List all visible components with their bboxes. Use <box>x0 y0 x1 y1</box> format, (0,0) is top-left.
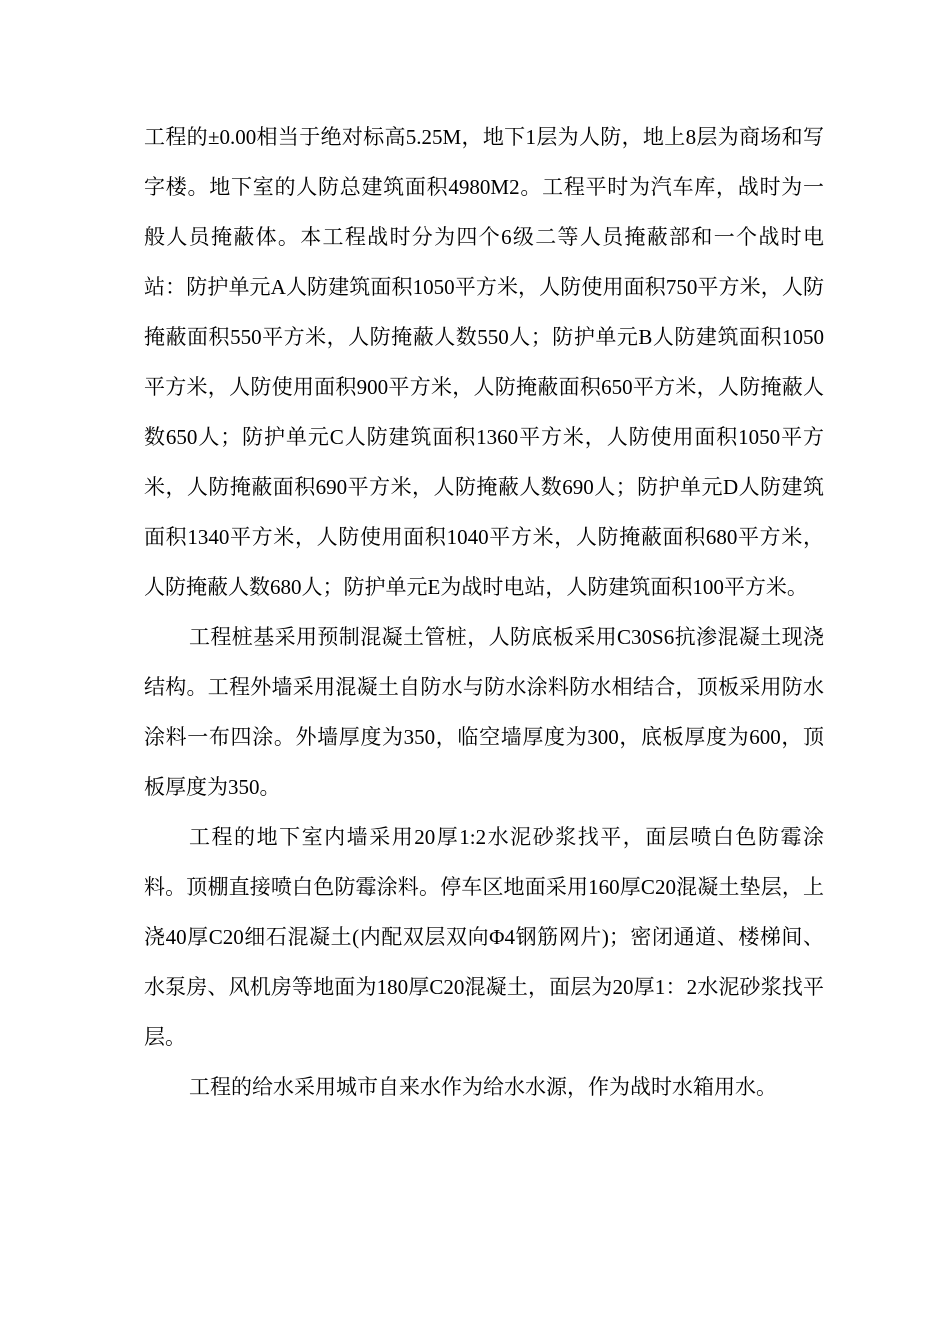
paragraph-2: 工程桩基采用预制混凝土管桩，人防底板采用C30S6抗渗混凝土现浇结构。工程外墙采用混凝土自防水与防水涂料防水相结合，顶板采用防水涂料一布四涂。外墙厚度为350，临空墙厚度为300，底板厚度为600，顶板厚度为350。 <box>144 625 824 799</box>
document-body <box>144 112 824 1112</box>
paragraph-3: 工程的地下室内墙采用20厚1:2水泥砂浆找平，面层喷白色防霉涂料。顶棚直接喷白色防霉涂料。停车区地面采用160厚C20混凝土垫层，上浇40厚C20细石混凝土(内配双层双向Φ4钢筋网片)；密闭通道、楼梯间、水泵房、风机房等地面为180厚C20混凝土，面层为20厚1：2水泥砂浆找平层。 <box>144 825 824 1049</box>
paragraph-4: 工程的给水采用城市自来水作为给水水源，作为战时水箱用水。 <box>189 1075 777 1099</box>
paragraph-1: 工程的±0.00相当于绝对标高5.25M，地下1层为人防，地上8层为商场和写字楼。地下室的人防总建筑面积4980M2。工程平时为汽车库，战时为一般人员掩蔽体。本工程战时分为四个6级二等人员掩蔽部和一个战时电站：防护单元A人防建筑面积1050平方米，人防使用面积750平方米，人防掩蔽面积550平方米，人防掩蔽人数550人；防护单元B人防建筑面积1050平方米，人防使用面积900平方米，人防掩蔽面积650平方米，人防掩蔽人数650人；防护单元C人防建筑面积1360平方米，人防使用面积1050平方米，人防掩蔽面积690平方米，人防掩蔽人数690人；防护单元D人防建筑面积1340平方米，人防使用面积1040平方米，人防掩蔽面积680平方米，人防掩蔽人数680人；防护单元E为战时电站，人防建筑面积100平方米。 <box>144 125 824 599</box>
